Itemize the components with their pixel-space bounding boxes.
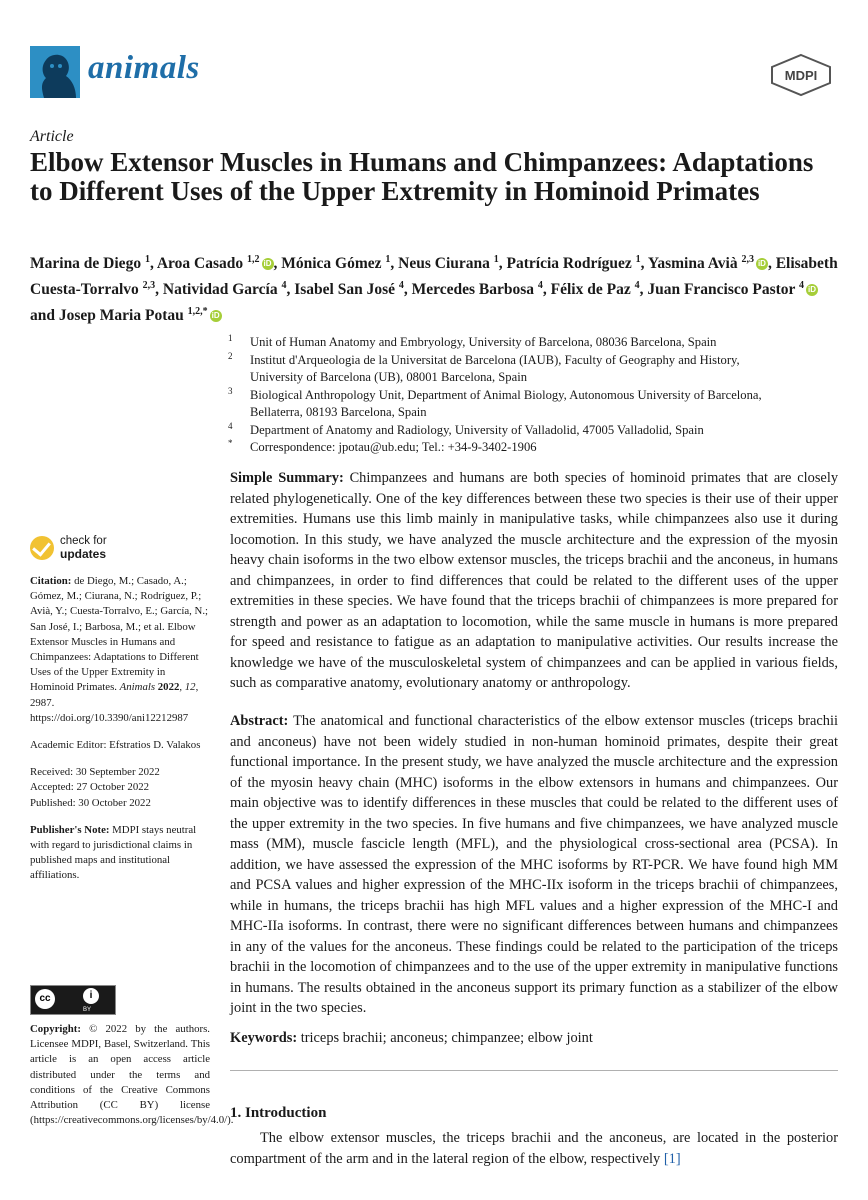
author-affiliation-marker: 2,3	[142, 280, 156, 292]
cc-by-label: BY	[83, 1007, 92, 1013]
affiliation-number: *	[228, 438, 233, 448]
cc-by-license-badge[interactable]	[30, 985, 116, 1015]
simple-summary	[230, 468, 838, 694]
publisher-note: Publisher's Note: MDPI stays neutral with regard to jurisdictional claims in published maps and institutional affiliations.	[30, 823, 197, 882]
author-list: Marina de Diego $^1$, Aroa Casado $^{1,2}$ iD , Mónica Gómez $^1$, Neus Ciurana $^1$, Patrícia Rodríguez $^1$, Yasmina Avià $^{2,3}$ iD , Elisabeth Cuesta-Torralvo $^{2,3}$, Natividad García $^4$, Isabel San José $^4$, Mercedes Barbosa $^4$, Félix de Paz $^4$, Juan Francisco Pastor $^4$ iD and Josep Maria Potau $^{1,2,*}$ iD	[30, 254, 838, 325]
keywords	[230, 1028, 838, 1049]
author-affiliation-marker: 1	[385, 254, 391, 265]
affiliation-number: 1	[228, 333, 233, 343]
affiliation-item	[228, 387, 828, 422]
sidebar-metadata	[30, 574, 210, 884]
journal-name: animals	[88, 50, 200, 86]
orcid-icon[interactable]: iD	[211, 311, 220, 321]
abstract-label: Abstract:	[230, 713, 289, 729]
affiliation-item	[228, 422, 828, 440]
attribution-person-icon: i	[83, 988, 99, 1004]
author-affiliation-marker: 1,2,*	[187, 306, 208, 318]
affiliation-item	[228, 334, 828, 352]
affiliation-number: 3	[228, 385, 233, 396]
check-for-updates-button[interactable]	[30, 536, 180, 566]
author-affiliation-marker: 1	[635, 254, 641, 265]
ape-silhouette-icon	[30, 46, 80, 98]
mdpi-logo-text: MDPI	[784, 68, 818, 83]
affiliation-line: Correspondence: jpotau@ub.edu; Tel.: +34-9-3402-1906	[250, 440, 537, 454]
author-affiliation-marker: 1	[493, 254, 499, 265]
orcid-icon[interactable]: iD	[808, 285, 817, 295]
author-affiliation-marker: 4	[634, 280, 640, 292]
author[interactable]: Elisabeth Cuesta-Torralvo $^{2,3}$	[30, 255, 838, 299]
author-affiliation-marker: 4	[398, 280, 404, 292]
reference-link[interactable]: [1]	[663, 1150, 681, 1167]
affiliation-item	[228, 439, 828, 457]
mdpi-logo	[770, 53, 832, 97]
academic-editor: Academic Editor: Efstratios D. Valakos	[30, 739, 201, 752]
author-affiliation-marker: 4	[281, 280, 287, 292]
introduction-paragraph: The elbow extensor muscles, the triceps brachii and the anconeus, are located in the posterior compartment of the arm and in the lateral region of the elbow, respectively [1]	[230, 1130, 838, 1167]
author-affiliation-marker: 1	[144, 254, 150, 265]
article-title: Elbow Extensor Muscles in Humans and Chimpanzees: Adaptations to Different Uses of the Upper Extremity in Hominoid Primates	[30, 147, 814, 206]
author[interactable]: Natividad García $^4$	[162, 280, 287, 299]
simple-summary-label: Simple Summary:	[230, 470, 344, 486]
author[interactable]: Mónica Gómez $^1$	[281, 254, 391, 273]
keywords-label: Keywords:	[230, 1030, 298, 1046]
affiliations	[228, 334, 828, 457]
author-affiliation-marker: 4	[537, 280, 543, 292]
orcid-icon[interactable]: iD	[263, 259, 272, 269]
affiliation-line: University of Barcelona (UB), 08001 Barcelona, Spain	[250, 370, 527, 384]
affiliation-line: Institut d'Arqueologia de la Universitat de Barcelona (IAUB), Faculty of Geography and History,	[250, 352, 740, 367]
author[interactable]: Mercedes Barbosa $^4$	[411, 280, 543, 299]
abstract-text: The anatomical and functional characteristics of the elbow extensor muscles (triceps brachii and anconeus) have not been widely studied in non-human hominoid primates, despite their great functional importance. In the present study, we have analyzed the muscle architecture and the expression of the myosin heavy chain (MHC) isoforms in the elbow extensors in humans and chimpanzees. Our main objective was to identify differences in these muscles that could be related to the different uses of the upper extremity in the two species. In five humans and five chimpanzees, we have analyzed muscle mass (MM), muscle fascicle length (MFL), and the physiological cross-sectional area (PCSA). In addition, we have assessed the expression of the MHC isoforms by RT-PCR. We have found high MM and PCSA values and higher expression of the MHC-IIx isoform in the triceps brachii of chimpanzees, while in humans, the triceps brachii has high MFL values and a higher expression of the MHC-I and MHC-IIa isoforms. In contrast, there were no significant differences between humans and chimpanzees in any of the values for the anconeus. These findings could be related to the participation of the triceps brachii in the locomotion of chimpanzees and to the use of the upper extremity in manipulative functions in humans. The results obtained in the anconeus support its primary function as a stabilizer of the elbow joint in the two species.	[230, 713, 838, 1016]
author[interactable]: Juan Francisco Pastor $^4$ iD	[647, 280, 817, 299]
simple-summary-text: Chimpanzees and humans are both species of hominoid primates that are closely related phylogenetically. One of the key differences between these two species is their use of their upper extremities. Humans use this limb mainly in manipulative tasks, while chimpanzees also use it during locomotion. In this study, we have analyzed the muscle architecture and the expression of the myosin heavy chain isoforms in the two elbow extensor muscles, the triceps brachii and the anconeus, in humans and chimpanzees, in order to find differences that could be related to the different uses of the upper extremities in these species. We have found that the triceps brachii of chimpanzees is more prepared for strength and power as an adaptation to locomotion, while the same muscle in humans is more prepared for speed and resistance to fatigue as an adaptation to manipulative activities. Our results increase the knowledge we have of the musculoskeletal system of chimpanzees and can be applied in various fields, such as comparative anatomy, evolutionary anatomy or anthropology.	[230, 470, 839, 691]
journal-logo	[30, 46, 80, 98]
article-type: Article	[30, 128, 74, 145]
author[interactable]: Patrícia Rodríguez $^1$	[506, 254, 641, 273]
affiliation-line: Department of Anatomy and Radiology, University of Valladolid, 47005 Valladolid, Spain	[250, 422, 704, 437]
author[interactable]: Marina de Diego $^1$	[30, 254, 150, 273]
author[interactable]: Félix de Paz $^4$	[550, 280, 640, 299]
affiliation-number: 4	[228, 420, 233, 431]
checkmark-icon	[30, 536, 54, 560]
author-affiliation-marker: 1,2	[247, 254, 260, 265]
cc-icon: cc	[35, 989, 55, 1009]
author[interactable]: Aroa Casado $^{1,2}$ iD	[156, 254, 272, 273]
check-updates-line2: updates	[60, 547, 107, 561]
keywords-text: triceps brachii; anconeus; chimpanzee; elbow joint	[297, 1030, 593, 1046]
accepted-date: Accepted: 27 October 2022	[30, 781, 150, 794]
author[interactable]: Neus Ciurana $^1$	[398, 254, 499, 273]
doi-link[interactable]: , 2987. https://doi.org/10.3390/ani12212987	[30, 681, 199, 724]
copyright-notice: Copyright: © 2022 by the authors. Licensee MDPI, Basel, Switzerland. This article is an open access article distributed under the terms and conditions of the Creative Commons Attribution (CC BY) license (https://creativecommons.org/licenses/by/4.0/).	[30, 1023, 234, 1127]
author[interactable]: Isabel San José $^4$	[294, 280, 404, 299]
author[interactable]: Yasmina Avià $^{2,3}$ iD	[647, 254, 766, 273]
orcid-icon[interactable]: iD	[757, 259, 766, 269]
received-date: Received: 30 September 2022	[30, 766, 160, 779]
author-affiliation-marker: 4	[799, 280, 805, 292]
affiliation-line: Unit of Human Anatomy and Embryology, University of Barcelona, 08036 Barcelona, Spain	[250, 335, 717, 349]
affiliation-number: 2	[228, 350, 233, 361]
section-heading: 1. Introduction	[230, 1105, 327, 1121]
check-updates-line1: check for	[60, 535, 107, 547]
abstract	[230, 711, 838, 1019]
citation: Citation: de Diego, M.; Casado, A.; Gómez, M.; Ciurana, N.; Rodríguez, P.; Avià, Y.; Cuesta-Torralvo, E.; García, N.; San José, I.; Barbosa, M.; et al. Elbow Extensor Muscles in Humans and Chimpanzees: Adaptations to Different Uses of the Upper Extremity in Hominoid Primates. Animals 2022, 12, 2987. https://doi.org/10.3390/ani12212987	[30, 575, 209, 724]
affiliation-item	[228, 352, 828, 387]
author-affiliation-marker: 2,3	[741, 254, 754, 265]
published-date: Published: 30 October 2022	[30, 796, 151, 809]
affiliation-line: Bellaterra, 08193 Barcelona, Spain	[250, 405, 427, 419]
author[interactable]: Josep Maria Potau $^{1,2,*}$ iD	[58, 306, 220, 325]
section-divider	[230, 1070, 838, 1071]
affiliation-line: Biological Anthropology Unit, Department of Animal Biology, Autonomous University of Barcelona,	[250, 387, 762, 402]
